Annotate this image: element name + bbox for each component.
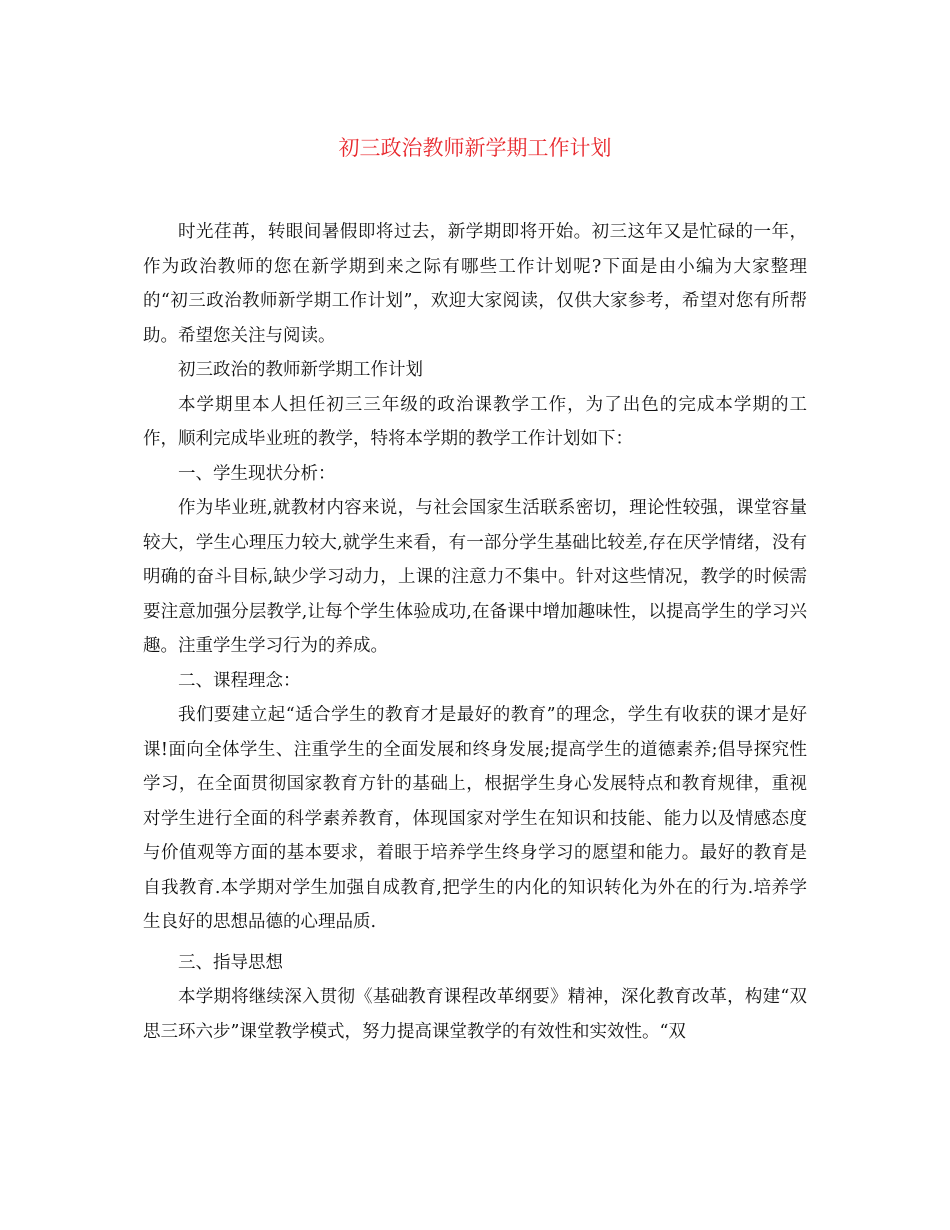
section-heading-guiding-ideology: 三、指导思想 — [178, 952, 283, 973]
plan-subtitle: 初三政治的教师新学期工作计划 — [178, 360, 423, 380]
student-analysis-paragraph: 作为毕业班,就教材内容来说，与社会国家生活联系密切，理论性较强，课堂容量较大，学生心理压力较大,就学生来看，有一部分学生基础比较差,存在厌学情绪，没有明确的奋斗目标,缺少学习动力，上课的注意力不集中。针对这些情况，教学的时候需要注意加强分层教学,让每个学生体验成功,在备课中增加趣味性，以提高学生的学习兴趣。注重学生学习行为的养成。 — [143, 498, 807, 656]
document-title: 初三政治教师新学期工作计划 — [338, 136, 612, 160]
course-concept-paragraph: 我们要建立起“适合学生的教育才是最好的教育”的理念，学生有收获的课才是好课!面向全体学生、注重学生的全面发展和终身发展;提高学生的道德素养;倡导探究性学习，在全面贯彻国家教育方针的基础上，根据学生身心发展特点和教育规律，重视对学生进行全面的科学素养教育，体现国家对学生在知识和技能、能力以及情感态度与价值观等方面的基本要求，着眼于培养学生终身学习的愿望和能力。最好的教育是自我教育.本学期对学生加强自成教育,把学生的内化的知识转化为外在的行为.培养学生良好的思想品德的心理品质. — [143, 705, 807, 932]
plan-overview-paragraph: 本学期里本人担任初三三年级的政治课教学工作，为了出色的完成本学期的工作，顺利完成毕业班的教学，特将本学期的教学工作计划如下： — [143, 394, 807, 449]
intro-paragraph: 时光荏苒，转眼间暑假即将过去，新学期即将开始。初三这年又是忙碌的一年，作为政治教师的您在新学期到来之际有哪些工作计划呢?下面是由小编为大家整理的“初三政治教师新学期工作计划”，欢迎大家阅读，仅供大家参考，希望对您有所帮助。希望您关注与阅读。 — [143, 222, 807, 346]
section-heading-student-analysis: 一、学生现状分析： — [178, 463, 336, 484]
document-body — [143, 215, 807, 1049]
section-heading-course-concept: 二、课程理念： — [178, 670, 301, 691]
guiding-ideology-paragraph: 本学期将继续深入贯彻《基础教育课程改革纲要》精神，深化教育改革，构建“双思三环六步”课堂教学模式，努力提高课堂教学的有效性和实效性。“双 — [143, 987, 807, 1042]
